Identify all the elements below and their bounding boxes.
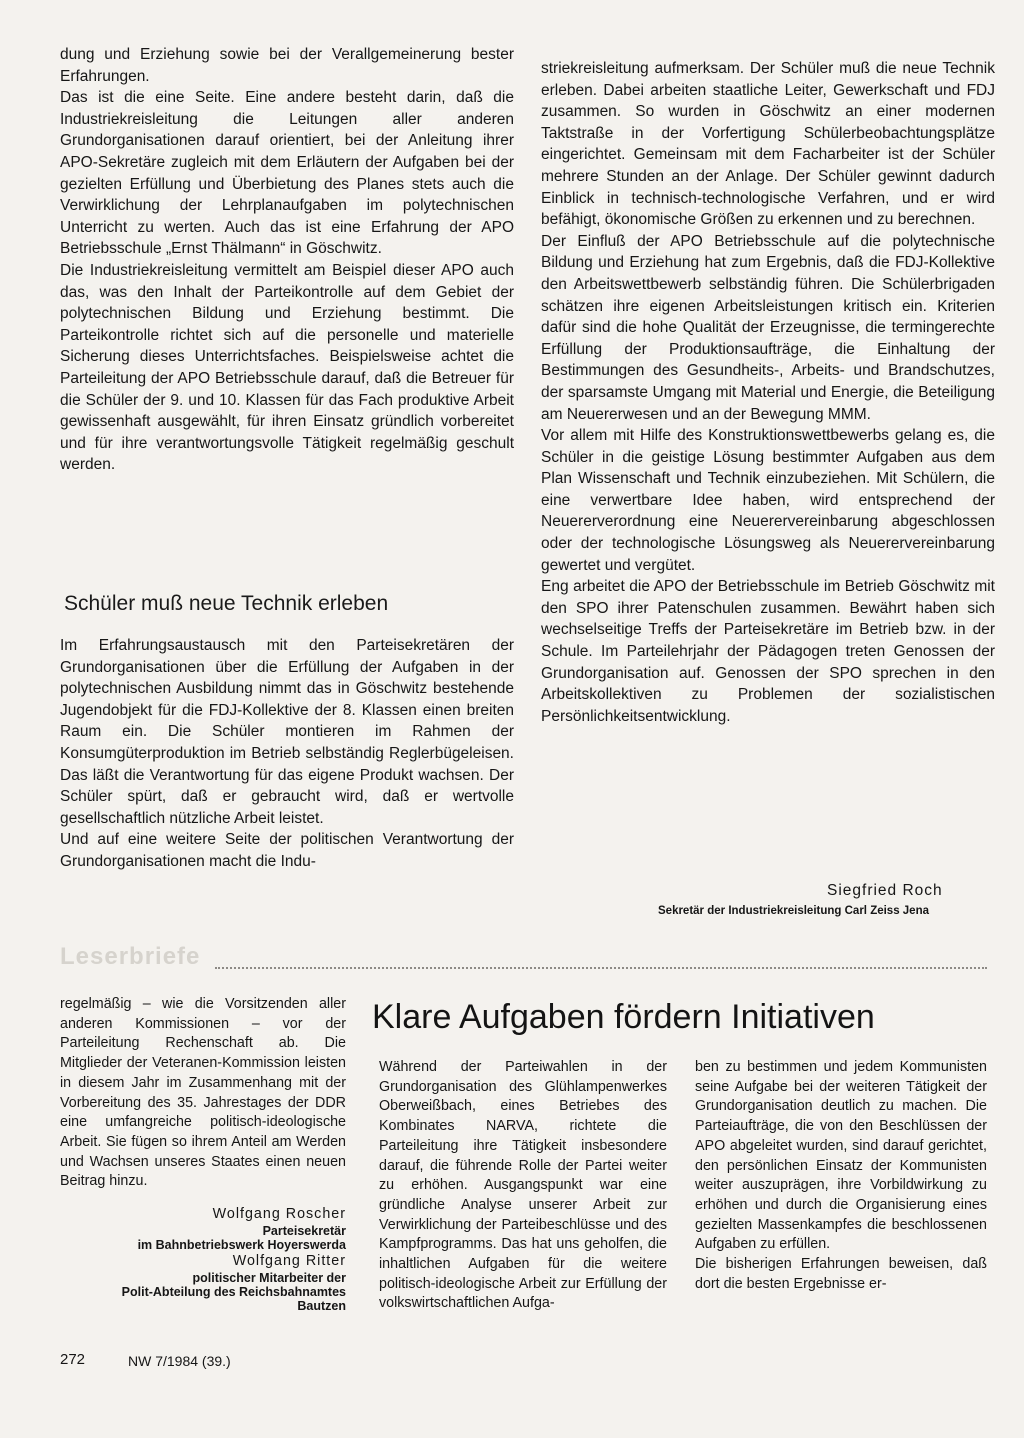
section-heading: Schüler muß neue Technik erleben	[64, 592, 389, 615]
section-divider	[215, 967, 987, 969]
author-role: Sekretär der Industriekreisleitung Carl Zeiss Jena	[658, 905, 930, 917]
paragraph: Die Industriekreisleitung vermittelt am Beispiel dieser APO auch das, was den Inhalt der Parteikontrolle auf dem Gebiet der polytechnischen Bildung und Erziehung bestimmt. Die Parteikontrolle richtet sich auf die personelle und materielle Sicherung dieses Unterrichtsfaches. Beispielsweise achtet die Parteileitung der APO Betriebsschule darauf, daß die Betreuer für die Schüler der 9. und 10. Klassen für das Fach produktive Arbeit gewissenhaft ausgewählt, für ihren Einsatz gründlich vorbereitet und für ihre verantwortungsvolle Tätigkeit regelmäßig geschult werden.	[60, 261, 514, 474]
signer-role: Parteisekretär	[262, 1224, 346, 1238]
letter-signatures	[60, 1205, 346, 1313]
article-left-column	[60, 44, 514, 476]
paragraph: Und auf eine weitere Seite der politischen Verantwortung der Grundorganisationen macht die Indu-	[60, 831, 514, 870]
paragraph: striekreisleitung aufmerksam. Der Schüler muß die neue Technik erleben. Dabei arbeiten staatliche Leiter, Gewerkschaft und FDJ zusammen. So wurden in Göschwitz an einer modernen Taktstraße in der Vorfertigung Schülerbeobachtungsplätze eingerichtet. Gemeinsam mit dem Facharbeiter ist der Schüler mehrere Stunden an der Anlage. Der Schüler gewinnt dadurch Einblick in technisch-technologische Verfahren, und er wird befähigt, ökonomische Größen zu erkennen und zu berechnen.	[541, 60, 995, 229]
paragraph: dung und Erziehung sowie bei der Verallgemeinerung bester Erfahrungen.	[60, 46, 514, 85]
article-left-column-lower	[60, 635, 514, 873]
paragraph: regelmäßig – wie die Vorsitzenden aller anderen Kommissionen – vor der Parteileitung Rechenschaft ab. Die Mitglieder der Veteranen-Kommission leisten in diesem Jahr im Zusammenhang mit der Vorbereitung des 35. Jahrestages der DDR eine umfangreiche politisch-ideologische Arbeit. Sie fügen so ihrem Anteil am Werden und Wachsen unseres Staates einen neuen Beitrag hinzu.	[60, 996, 346, 1190]
signer-name: Wolfgang Ritter	[232, 1253, 346, 1269]
signer-role: Bautzen	[297, 1299, 346, 1313]
signer-role: im Bahnbetriebswerk Hoyerswerda	[137, 1238, 346, 1252]
signer-role: politischer Mitarbeiter der	[192, 1271, 346, 1285]
issue-label: NW 7/1984 (39.)	[128, 1353, 231, 1369]
paragraph: Vor allem mit Hilfe des Konstruktionswettbewerbs gelang es, die Schüler in die geistige Lösung bestimmter Aufgaben aus dem Plan Wissenschaft und Technik einzubeziehen. Mit Schülern, die eine verwertbare Idee haben, wird entsprechend der Neuererverordnung eine Neuerervereinbarung abgeschlossen oder der technologische Lösungsweg als Neuerervereinbarung gewertet und vergütet.	[541, 427, 995, 574]
letter-right-column	[695, 1058, 987, 1294]
letter-middle-column	[379, 1058, 667, 1314]
paragraph: Im Erfahrungsaustausch mit den Parteisekretären der Grundorganisationen über die Erfüllung der Aufgaben in der polytechnischen Ausbildung nimmt das in Göschwitz bestehende Jugendobjekt für die FDJ-Kollektive der 8. Klassen einen breiten Raum ein. Die Schüler montieren im Rahmen der Konsumgüterproduktion im Betrieb selbständig Reglerbügeleisen. Das läßt die Verantwortung für das eigene Produkt wachsen. Der Schüler spürt, daß er gebraucht wird, daß er wertvolle gesellschaftlich nützliche Arbeit leistet.	[60, 637, 514, 827]
signer-role: Polit-Abteilung des Reichsbahnamtes	[121, 1285, 346, 1299]
section-label: Leserbriefe	[60, 943, 201, 970]
paragraph: ben zu bestimmen und jedem Kommunisten seine Aufgabe bei der weiteren Tätigkeit der Grundorganisation deutlich zu machen. Die Parteiaufträge, die von den Beschlüssen der APO abgeleitet wurden, sind darauf gerichtet, den persönlichen Einsatz der Kommunisten weiter auszuprägen, ihre Vorbildwirkung zu erhöhen und durch die Organisierung eines gezielten Massenkampfes die beschlossenen Aufgaben zu erfüllen.	[695, 1059, 987, 1253]
letter-headline: Klare Aufgaben fördern Initiativen	[372, 998, 875, 1036]
signer-name: Wolfgang Roscher	[212, 1206, 346, 1222]
paragraph: Das ist die eine Seite. Eine andere besteht darin, daß die Industriekreisleitung die Leitungen aller anderen Grundorganisationen darauf orientiert, bei der Anleitung ihrer APO-Sekretäre zugleich mit dem Erläutern der Aufgaben bei der gezielten Erfüllung und Überbietung des Planes stets auch die Verwirklichung der Lehrplanaufgaben im polytechnischen Unterricht zu werten. Auch das ist eine Erfahrung der APO Betriebsschule „Ernst Thälmann“ in Göschwitz.	[60, 89, 514, 258]
paragraph: Die bisherigen Erfahrungen beweisen, daß dort die besten Ergebnisse er-	[695, 1256, 987, 1292]
page-number: 272	[60, 1351, 86, 1368]
letter-left-column	[60, 995, 346, 1192]
paragraph: Der Einfluß der APO Betriebsschule auf die polytechnische Bildung und Erziehung hat zum Ergebnis, daß die FDJ-Kollektive den Arbeitswettbewerb selbständig führen. Die Schülerbrigaden schätzen ihre eigenen Arbeitsleistungen kritisch ein. Kriterien dafür sind die hohe Qualität der Erzeugnisse, die termingerechte Erfüllung der Produktionsaufträge, die Einhaltung der Bestimmungen des Gesundheits-, Arbeits- und Brandschutzes, der sparsamste Umgang mit Material und Energie, die Beteiligung am Neuererwesen und an der Bewegung MMM.	[541, 232, 995, 423]
paragraph: Eng arbeitet die APO der Betriebsschule im Betrieb Göschwitz mit den SPO ihrer Patenschulen zusammen. Bewährt haben sich wechselseitige Treffs der Parteisekretäre im Betrieb bzw. in der Schule. Im Parteilehrjahr der Pädagogen treten Genossen der Grundorganisation auf. Genossen der SPO sprechen in den Arbeitskollektiven zu Problemen der sozialistischen Persönlichkeitsentwicklung.	[541, 578, 995, 725]
article-right-column	[541, 58, 995, 727]
author-name: Siegfried Roch	[827, 882, 943, 899]
paragraph: Während der Parteiwahlen in der Grundorganisation des Glühlampenwerkes Oberweißbach, eines Betriebes des Kombinates NARVA, richtete die Parteileitung ihre Tätigkeit insbesondere darauf, die führende Rolle der Partei weiter zu erhöhen. Ausgangspunkt war eine gründliche Analyse unserer Arbeit zur Verwirklichung der Parteibeschlüsse und des Kampfprogramms. Das hat uns geholfen, die inhaltlichen Aufgaben für die weitere politisch-ideologische Arbeit zur Erfüllung der volkswirtschaftlichen Aufga-	[379, 1059, 667, 1312]
